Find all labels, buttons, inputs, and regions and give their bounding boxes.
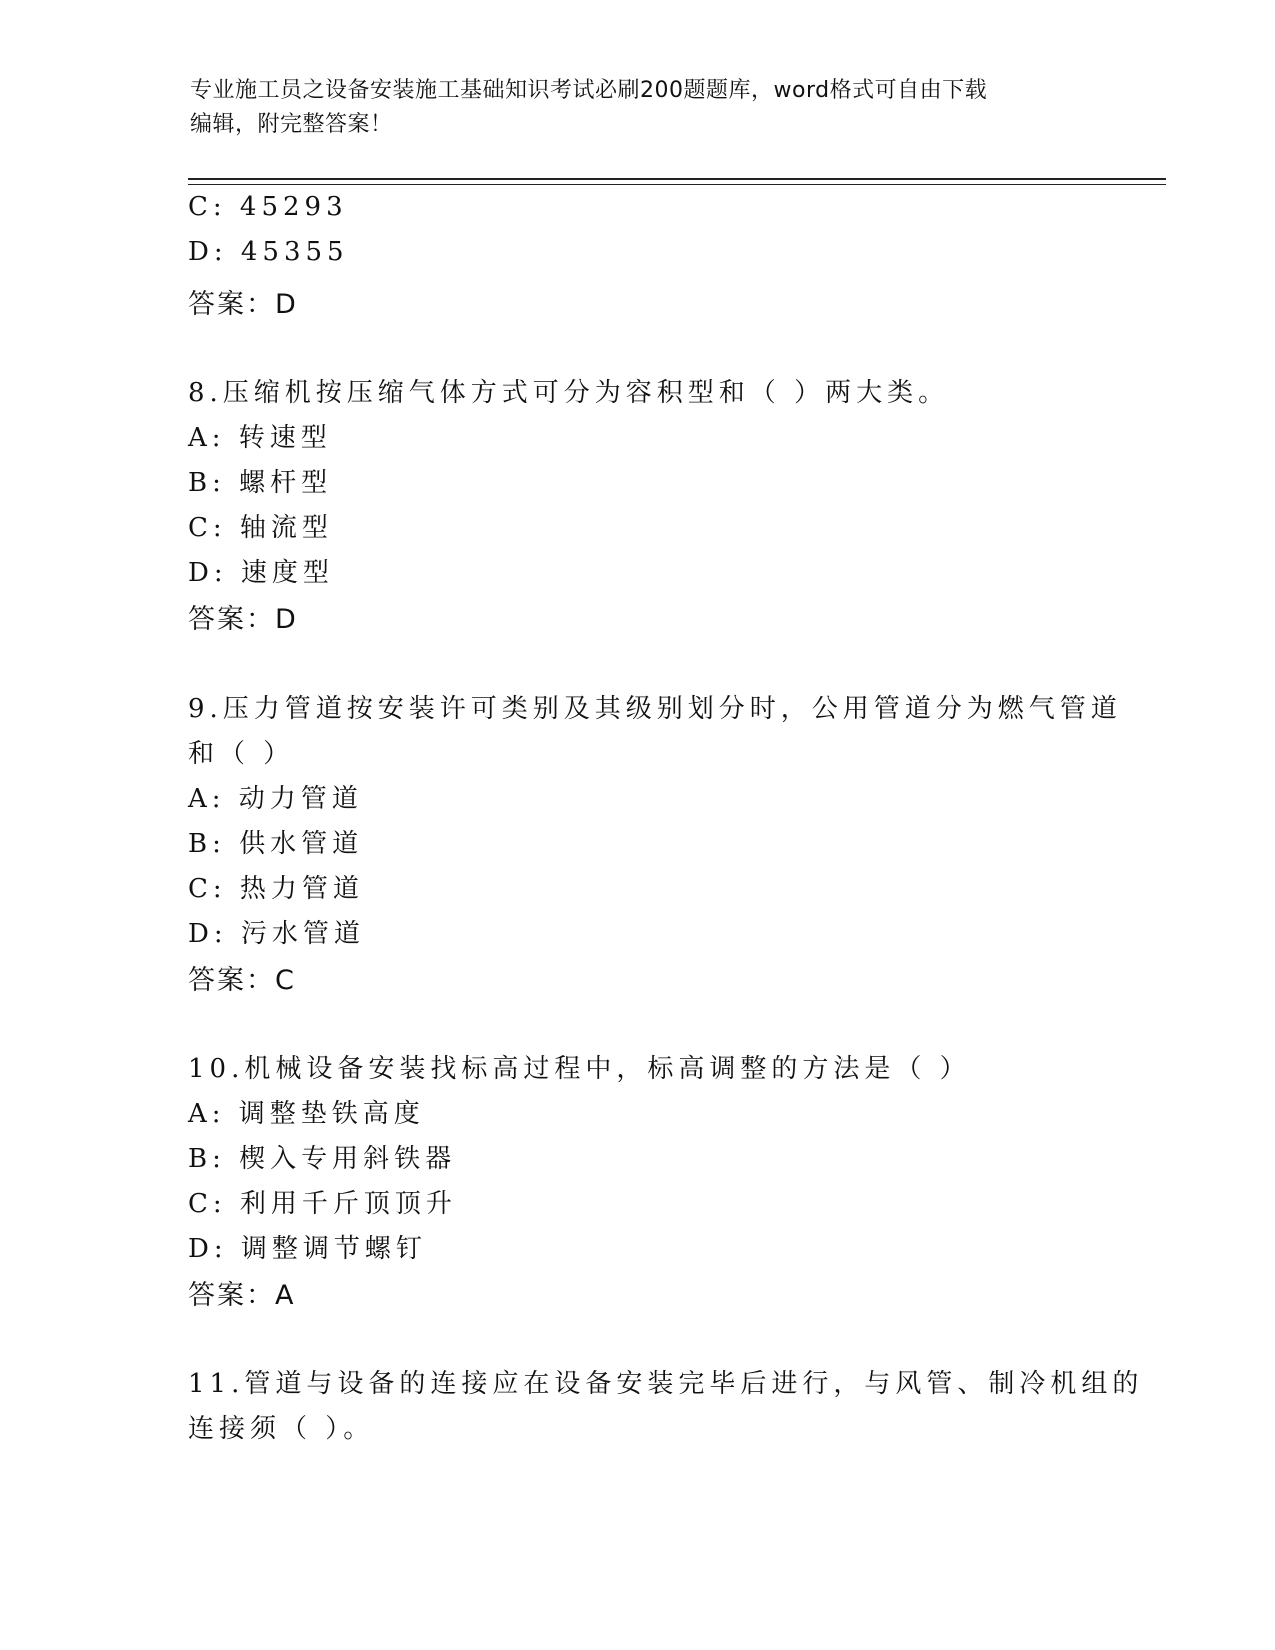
prev-answer: 答案：D bbox=[188, 289, 298, 320]
prev-option-c: C: 45293 bbox=[188, 192, 348, 222]
q9-stem-line-1: 9.压力管道按安装许可类别及其级别划分时，公用管道分为燃气管道 bbox=[188, 694, 1122, 724]
q10-stem: 10.机械设备安装找标高过程中，标高调整的方法是（ ） bbox=[188, 1054, 971, 1084]
prev-option-d: D: 45355 bbox=[188, 237, 349, 267]
q9-option-b: B: 供水管道 bbox=[188, 829, 364, 859]
q8-option-c: C: 轴流型 bbox=[188, 513, 333, 543]
q9-option-a: A: 动力管道 bbox=[188, 784, 363, 814]
q9-option-c: C: 热力管道 bbox=[188, 874, 364, 904]
header-title-line-2: 编辑，附完整答案！ bbox=[190, 112, 393, 137]
header-divider-thin bbox=[188, 184, 1166, 185]
q8-option-b: B: 螺杆型 bbox=[188, 468, 333, 498]
q10-option-d: D: 调整调节螺钉 bbox=[188, 1234, 427, 1264]
q9-option-d: D: 污水管道 bbox=[188, 919, 365, 949]
q8-answer: 答案：D bbox=[188, 604, 298, 635]
q8-stem: 8.压缩机按压缩气体方式可分为容积型和（ ）两大类。 bbox=[188, 378, 950, 408]
q11-stem-line-2: 连接须（ ）。 bbox=[188, 1414, 375, 1444]
q10-answer: 答案：A bbox=[188, 1280, 296, 1311]
q8-option-d: D: 速度型 bbox=[188, 558, 334, 588]
q11-stem-line-1: 11.管道与设备的连接应在设备安装完毕后进行，与风管、制冷机组的 bbox=[188, 1369, 1144, 1399]
header-title-line-1: 专业施工员之设备安装施工基础知识考试必刷200题题库，word格式可自由下载 bbox=[190, 78, 988, 103]
q8-option-a: A: 转速型 bbox=[188, 423, 332, 453]
header-divider-thick bbox=[188, 178, 1166, 180]
q10-option-b: B: 楔入专用斜铁器 bbox=[188, 1144, 457, 1174]
q9-stem-line-2: 和（ ） bbox=[188, 739, 295, 769]
q9-answer: 答案：C bbox=[188, 965, 296, 996]
q10-option-a: A: 调整垫铁高度 bbox=[188, 1099, 425, 1129]
q10-option-c: C: 利用千斤顶顶升 bbox=[188, 1189, 457, 1219]
document-header bbox=[190, 74, 1090, 142]
